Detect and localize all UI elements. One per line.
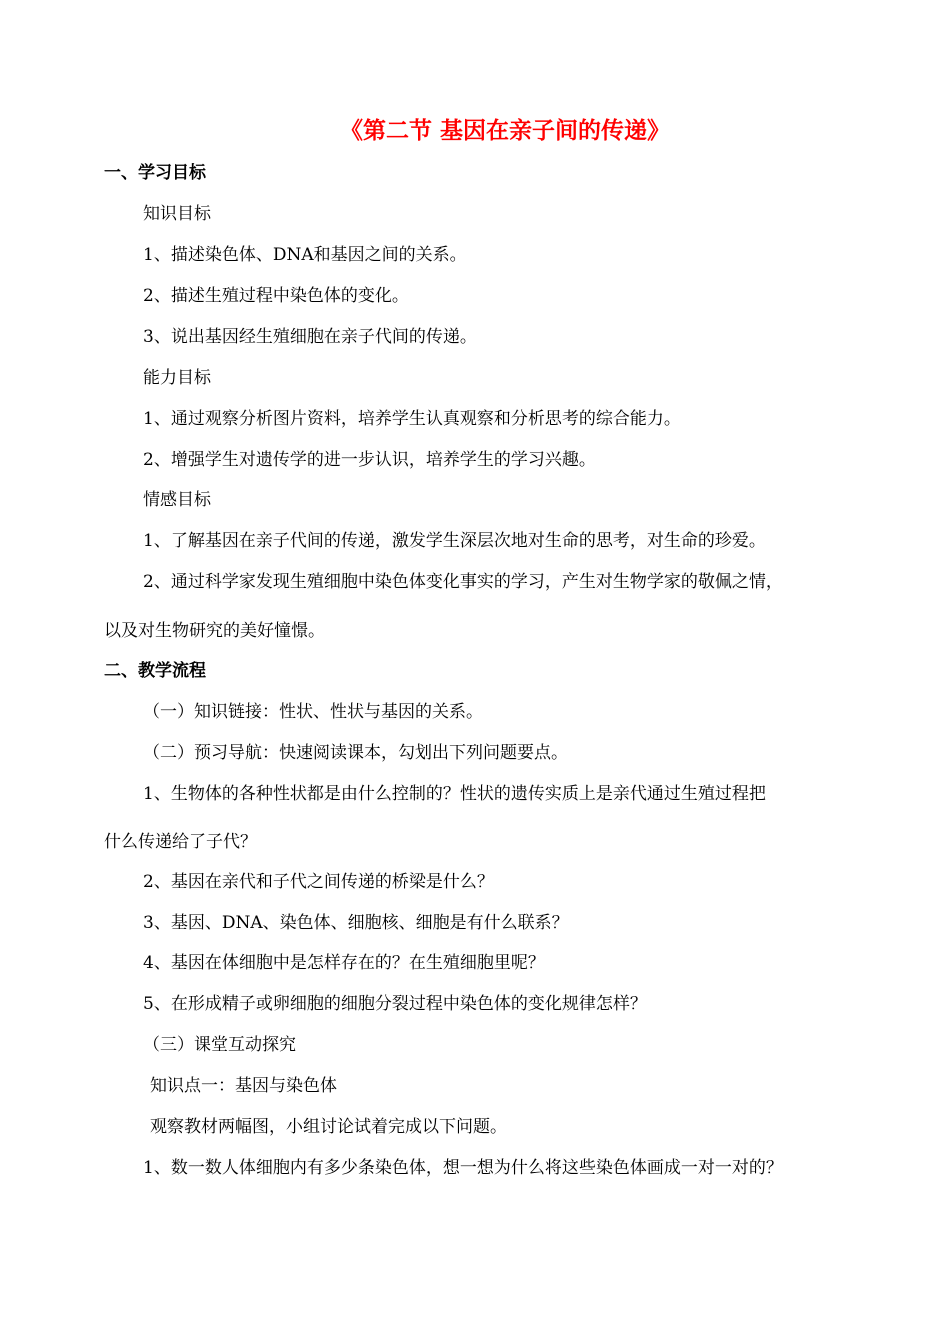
section-heading-teaching-process: 二、教学流程 bbox=[104, 661, 206, 681]
ability-goal-item: 2、增强学生对遗传学的进一步认识，培养学生的学习兴趣。 bbox=[143, 450, 596, 470]
process-step: （三）课堂互动探究 bbox=[143, 1035, 296, 1055]
knowledge-goal-item: 3、说出基因经生殖细胞在亲子代间的传递。 bbox=[143, 327, 477, 347]
knowledge-goals-label: 知识目标 bbox=[143, 204, 211, 224]
page-title: 《第二节 基因在亲子间的传递》 bbox=[339, 118, 670, 144]
knowledge-point-heading: 知识点一：基因与染色体 bbox=[150, 1076, 337, 1096]
emotion-goal-item: 1、了解基因在亲子代间的传递，激发学生深层次地对生命的思考，对生命的珍爱。 bbox=[143, 531, 766, 551]
knowledge-goal-item: 2、描述生殖过程中染色体的变化。 bbox=[143, 286, 409, 306]
emotion-goal-item-continued: 以及对生物研究的美好憧憬。 bbox=[104, 621, 325, 641]
preview-question-continued: 什么传递给了子代？ bbox=[104, 832, 257, 852]
emotion-goals-label: 情感目标 bbox=[143, 490, 211, 510]
preview-question: 1、生物体的各种性状都是由什么控制的？性状的遗传实质上是亲代通过生殖过程把 bbox=[143, 784, 766, 804]
preview-question: 5、在形成精子或卵细胞的细胞分裂过程中染色体的变化规律怎样？ bbox=[143, 994, 647, 1014]
observe-instruction: 观察教材两幅图，小组讨论试着完成以下问题。 bbox=[150, 1117, 507, 1137]
preview-question: 3、基因、DNA、染色体、细胞核、细胞是有什么联系？ bbox=[143, 913, 569, 933]
preview-question: 4、基因在体细胞中是怎样存在的？在生殖细胞里呢？ bbox=[143, 953, 545, 973]
preview-question: 2、基因在亲代和子代之间传递的桥梁是什么？ bbox=[143, 872, 494, 892]
process-step: （一）知识链接：性状、性状与基因的关系。 bbox=[143, 702, 483, 722]
knowledge-goal-item: 1、描述染色体、DNA和基因之间的关系。 bbox=[143, 245, 467, 265]
ability-goal-item: 1、通过观察分析图片资料，培养学生认真观察和分析思考的综合能力。 bbox=[143, 409, 681, 429]
ability-goals-label: 能力目标 bbox=[143, 368, 211, 388]
discussion-question: 1、数一数人体细胞内有多少条染色体，想一想为什么将这些染色体画成一对一对的？ bbox=[143, 1158, 783, 1178]
process-step: （二）预习导航：快速阅读课本，勾划出下列问题要点。 bbox=[143, 743, 568, 763]
section-heading-learning-goals: 一、学习目标 bbox=[104, 163, 206, 183]
emotion-goal-item: 2、通过科学家发现生殖细胞中染色体变化事实的学习，产生对生物学家的敬佩之情， bbox=[143, 572, 783, 592]
